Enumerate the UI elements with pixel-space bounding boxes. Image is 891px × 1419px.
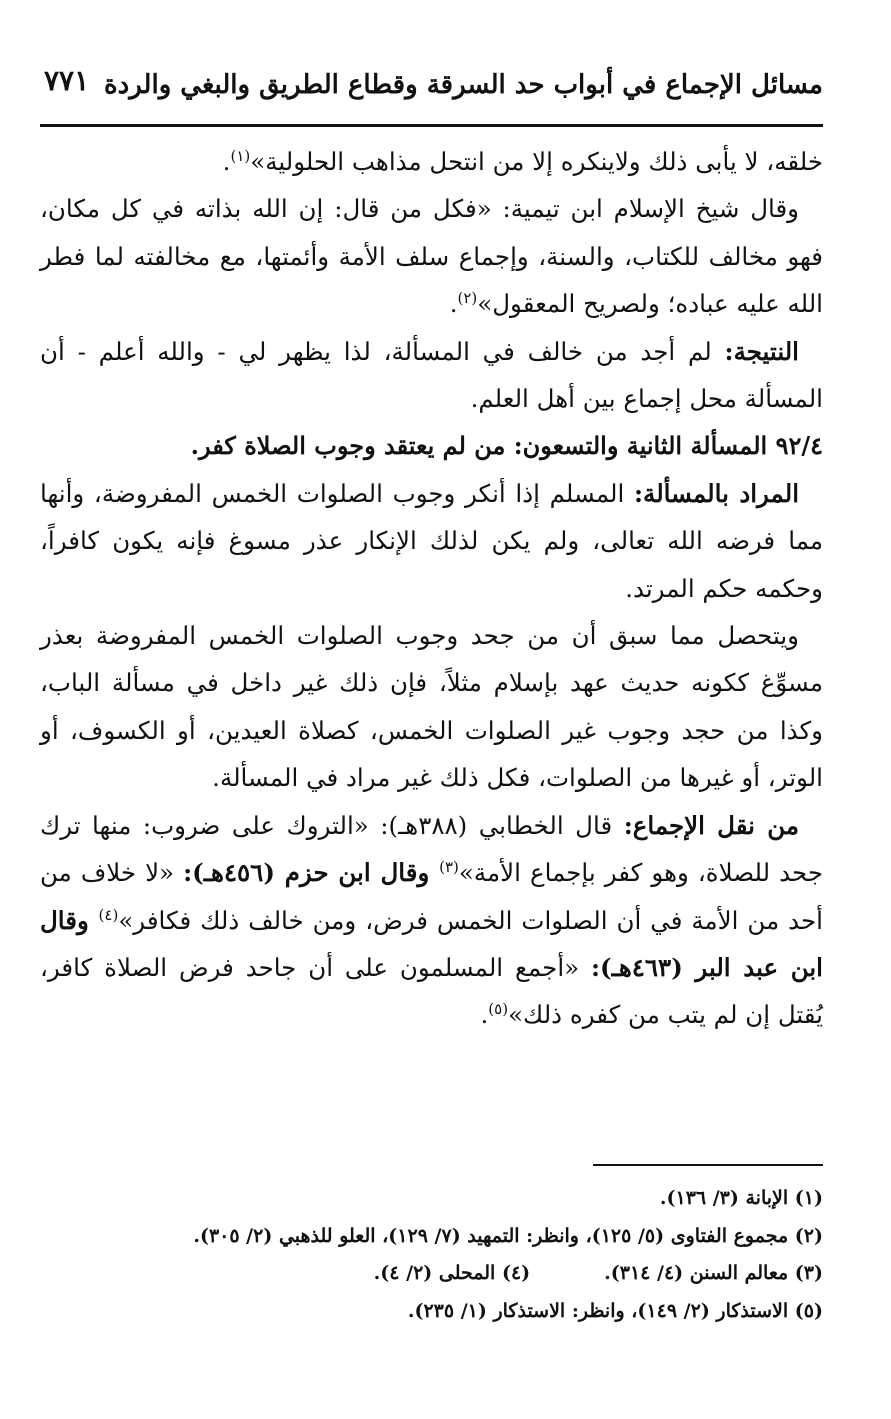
ibn-abd-albarr-quote: «أجمع المسلمون على أن جاحد فرض الصلاة كافر، يُقتل إن لم يتب من كفره ذلك» (40, 952, 823, 1030)
footnote-1: (١) الإبانة (٣/ ١٣٦). (659, 1187, 823, 1209)
meaning-text: المسلم إذا أنكر وجوب الصلوات الخمس المفروضة، وأنها مما فرضه الله تعالى، ولم يكن لذلك الإنكار عذر مسوغ فإنه يكون كافراً، وحكمه حكم المرتد. (40, 478, 823, 603)
footnote-4: (٤) المحلى (٢/ ٤). (373, 1262, 531, 1284)
page-number: ٧٧١ (44, 64, 90, 97)
ibn-abd-albarr-label: وقال ابن عبد البر (٤٦٣هـ): (40, 905, 823, 982)
conclusion-label: النتيجة: (724, 336, 799, 366)
header-divider (40, 124, 823, 127)
paragraph-5: ويتحصل مما سبق أن من جحد وجوب الصلوات الخمس المفروضة بعذر مسوِّغ ككونه حديث عهد بإسلام مثلاً، فإن ذلك غير داخل في مسألة الباب، وكذا من حجد وجوب غير الصلوات الخمس، كصلاة العيدين، أو الكسوف، أو الوتر، أو غيرها من الصلوات، فكل ذلك غير مراد في المسألة. (40, 621, 823, 793)
meaning-label: المراد بالمسألة: (634, 478, 799, 508)
footnote-3: (٣) معالم السنن (٤/ ٣١٤). (604, 1262, 823, 1284)
issue-heading: ٩٢/٤ المسألة الثانية والتسعون: من لم يعتقد وجوب الصلاة كفر. (190, 431, 823, 461)
consensus-label: من نقل الإجماع: (623, 810, 799, 840)
footnote-ref-1: (١) (230, 146, 251, 165)
main-text (40, 138, 823, 1039)
footnote-ref-3: (٣) (439, 857, 459, 876)
paragraph-consensus (40, 802, 823, 1039)
header-title: مسائل الإجماع في أبواب حد السرقة وقطاع الطريق والبغي والردة (104, 70, 823, 100)
khattabi-quote: قال الخطابي (٣٨٨هـ): «التروك على ضروب: منها ترك جحد للصلاة، وهو كفر بإجماع الأمة» (40, 810, 823, 888)
ibn-hazm-quote: «لا خلاف من أحد من الأمة في أن الصلوات الخمس فرض، ومن خالف ذلك فكافر» (40, 858, 823, 935)
paragraph-1-end: . (222, 147, 231, 176)
footnote-ref-2: (٢) (457, 289, 478, 308)
footnote-5: (٥) الاستذكار (٢/ ١٤٩)، وانظر: الاستذكار (١/ ٢٣٥). (407, 1299, 823, 1322)
footnote-ref-5: (٥) (488, 1000, 509, 1019)
paragraph-1 (40, 138, 823, 185)
paragraph-2-text: وقال شيخ الإسلام ابن تيمية: «فكل من قال: إن الله بذاته في كل مكان، فهو مخالف للكتاب، والسنة، وإجماع سلف الأمة وأئمتها، مع مخالفته لما فطر الله عليه عباده؛ ولصريح المعقول» (40, 194, 823, 319)
footnote-ref-4: (٤) (98, 905, 119, 924)
paragraph-consensus-end: . (480, 1000, 489, 1030)
paragraph-2 (40, 185, 823, 327)
conclusion-text: لم أجد من خالف في المسألة، لذا يظهر لي - والله أعلم - أن المسألة محل إجماع بين أهل العلم. (40, 336, 823, 414)
paragraph-meaning (40, 470, 823, 612)
footnotes (40, 1180, 823, 1330)
running-header (40, 62, 823, 124)
ibn-hazm-label: وقال ابن حزم (٤٥٦هـ): (183, 858, 440, 888)
footnote-divider (593, 1164, 823, 1166)
paragraph-1-text: خلقه، لا يأبى ذلك ولاينكره إلا من انتحل مذاهب الحلولية» (250, 147, 823, 176)
footnote-2: (٢) مجموع الفتاوى (٥/ ١٢٥)، وانظر: التمهيد (٧/ ١٢٩)، العلو للذهبي (٢/ ٣٠٥). (193, 1224, 823, 1247)
paragraph-conclusion (40, 328, 823, 423)
footnote-row-3-4 (40, 1255, 823, 1293)
paragraph-2-end: . (449, 289, 458, 319)
